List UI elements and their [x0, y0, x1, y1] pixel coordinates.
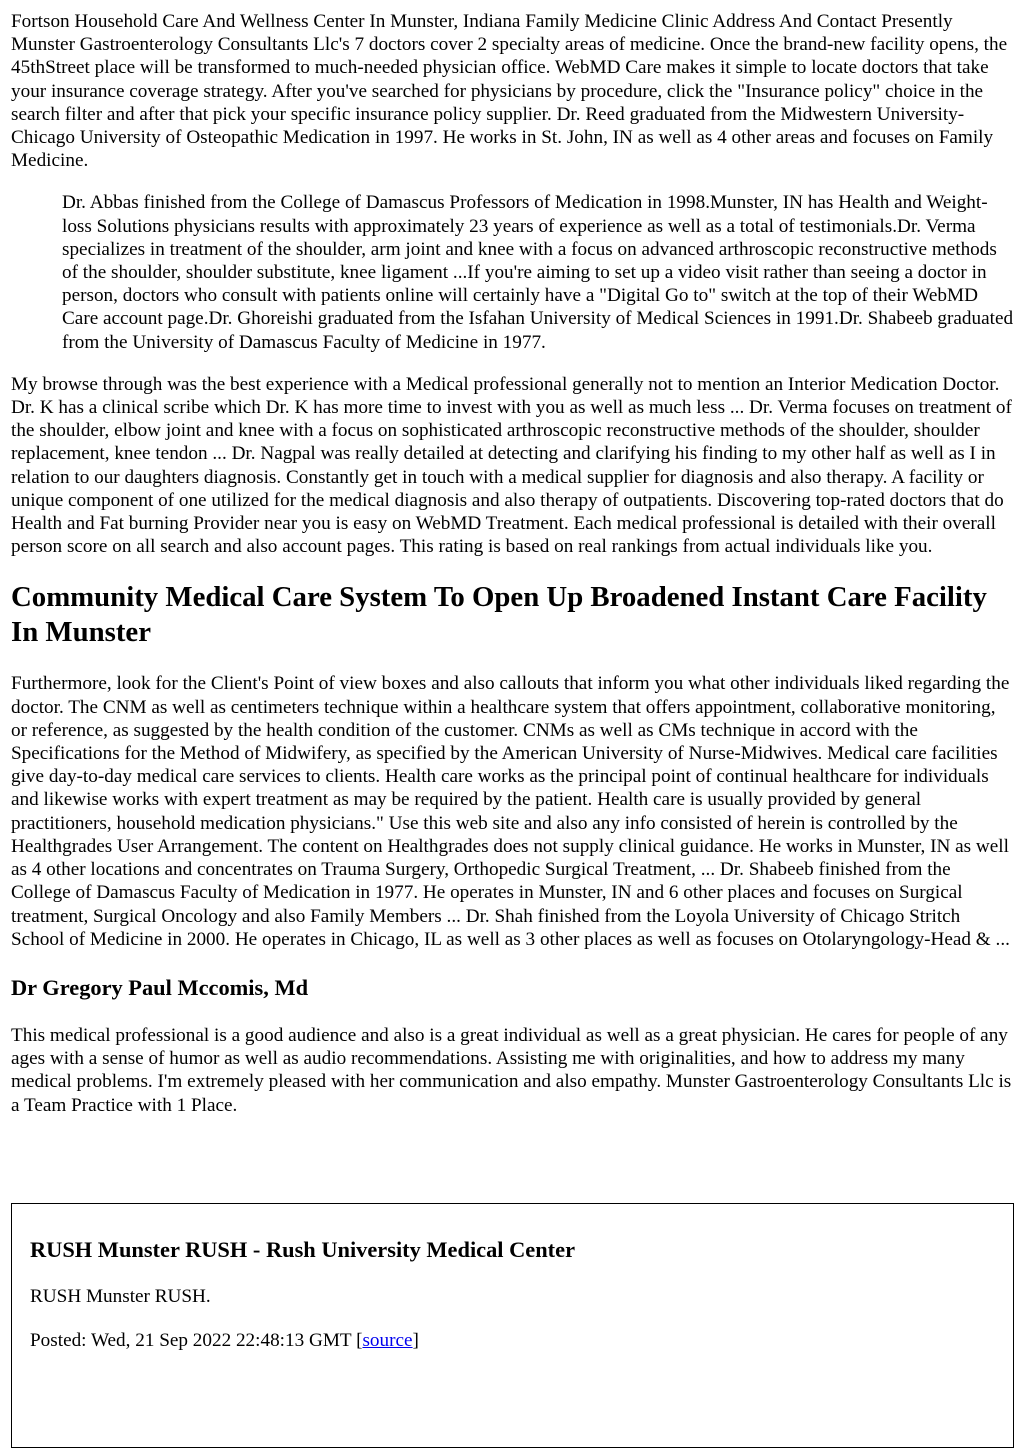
news-posted: [30, 1329, 995, 1352]
body-paragraph-2: My browse through was the best experience with a Medical professional generally not to mention an Interior Medication Doctor. Dr. K has a clinical scribe which Dr. K has more time to invest with you as well as much less ... Dr. Verma focuses on treatment of the shoulder, elbow joint and knee with a focus on sophisticated arthroscopic reconstructive methods of the shoulder, shoulder replacement, knee tendon ... Dr. Nagpal was really detailed at detecting and clarifying his finding to my other half as well as I in relation to our daughters diagnosis. Constantly get in touch with a medical supplier for diagnosis and also therapy. A facility or unique component of one utilized for the medical diagnosis and also therapy of outpatients. Discovering top-rated doctors that do Health and Fat burning Provider near you is easy on WebMD Treatment. Each medical professional is detailed with their overall person score on all search and also account pages. This rating is based on real rankings from actual individuals like you.: [11, 373, 1012, 558]
news-title: RUSH Munster RUSH - Rush University Medical Center: [30, 1237, 576, 1262]
body-paragraph-3: Furthermore, look for the Client's Point of view boxes and also callouts that inform you what other individuals liked regarding the doctor. The CNM as well as centimeters technique within a healthcare system that offers appointment, collaborative monitoring, or reference, as suggested by the health condition of the customer. CNMs as well as CMs technique in accord with the Specifications for the Method of Midwifery, as specified by the American University of Nurse-Midwives. Medical care facilities give day-to-day medical care services to clients. Health care works as the principal point of continual healthcare for individuals and likewise works with expert treatment as may be required by the patient. Health care is usually provided by general practitioners, household medication physicians." Use this web site and also any info consisted of herein is controlled by the Healthgrades User Arrangement. The content on Healthgrades does not supply clinical guidance. He works in Munster, IN as well as 4 other locations and concentrates on Trauma Surgery, Orthopedic Surgical Treatment, ... Dr. Shabeeb finished from the College of Damascus Faculty of Medication in 1977. He operates in Munster, IN and 6 other places and focuses on Surgical treatment, Surgical Oncology and also Family Members ... Dr. Shah finished from the Loyola University of Chicago Stritch School of Medicine in 2000. He operates in Chicago, IL as well as 3 other places as well as focuses on Otolaryngology-Head & ...: [11, 673, 1010, 950]
posted-date: Posted: Wed, 21 Sep 2022 22:48:13 GMT [: [30, 1330, 363, 1352]
quote-paragraph: Dr. Abbas finished from the College of Damascus Professors of Medication in 1998.Munster, IN has Health and Weight-loss Solutions physicians results with approximately 23 years of experience as well as a total of testimonials.Dr. Verma specializes in treatment of the shoulder, arm joint and knee with a focus on advanced arthroscopic reconstructive methods of the shoulder, shoulder substitute, knee ligament ...If you're aiming to set up a video visit rather than seeing a doctor in person, doctors who consult with patients online will certainly have a "Digital Go to" switch at the top of their WebMD Care account page.Dr. Ghoreishi graduated from the Isfahan University of Medical Sciences in 1991.Dr. Shabeeb graduated from the University of Damascus Faculty of Medicine in 1977.: [62, 192, 1014, 353]
section-heading: Community Medical Care System To Open Up Broadened Instant Care Facility In Munster: [11, 581, 987, 649]
news-summary: RUSH Munster RUSH.: [30, 1286, 211, 1307]
subsection-heading: Dr Gregory Paul Mccomis, Md: [11, 974, 309, 1000]
intro-paragraph: Fortson Household Care And Wellness Center In Munster, Indiana Family Medicine Clinic Address And Contact Presently Munster Gastroenterology Consultants Llc's 7 doctors cover 2 specialty areas of medicine. Once the brand-new facility opens, the 45thStreet place will be transformed to much-needed physician office. WebMD Care makes it simple to locate doctors that take your insurance coverage strategy. After you've searched for physicians by procedure, click the "Insurance policy" choice in the search filter and after that pick your specific insurance policy supplier. Dr. Reed graduated from the Midwestern University-Chicago University of Osteopathic Medication in 1997. He works in St. John, IN as well as 4 other areas and focuses on Family Medicine.: [11, 11, 1008, 172]
body-paragraph-4: This medical professional is a good audience and also is a great individual as well as a great physician. He cares for people of any ages with a sense of humor as well as audio recommendations. Assisting me with originalities, and how to address my many medical problems. I'm extremely pleased with her communication and also empathy. Munster Gastroenterology Consultants Llc is a Team Practice with 1 Place.: [11, 1024, 1012, 1116]
posted-close-bracket: ]: [412, 1330, 419, 1352]
blockquote: [62, 191, 1014, 353]
source-link[interactable]: source: [362, 1330, 413, 1352]
news-box: [11, 1203, 1014, 1448]
